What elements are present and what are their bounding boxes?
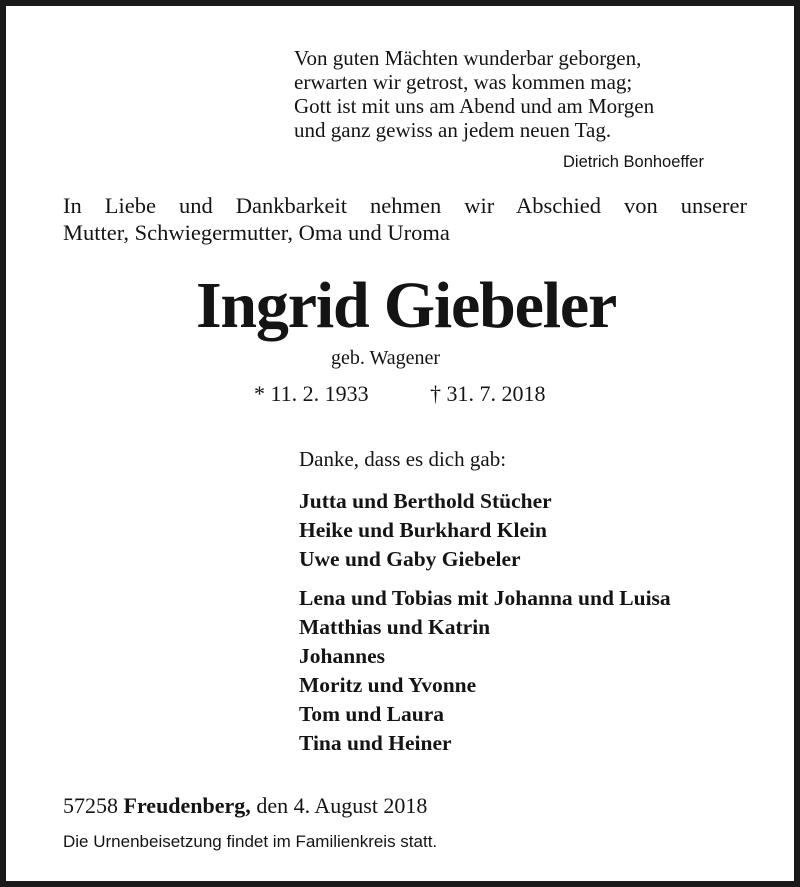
postcode: 57258 (63, 793, 118, 818)
poem (294, 46, 654, 142)
intro-line: In Liebe und Dankbarkeit nehmen wir Abschied von unserer (63, 193, 747, 218)
mourner-entry: Tina und Heiner (299, 731, 452, 755)
birth-date: * 11. 2. 1933 (254, 381, 369, 406)
city: Freudenberg, (123, 793, 251, 818)
burial-note: Die Urnenbeisetzung findet im Familienkreis statt. (63, 832, 438, 851)
date: den 4. August 2018 (256, 793, 428, 818)
maiden-name: geb. Wagener (331, 347, 441, 369)
mourner-entry: Heike und Burkhard Klein (299, 518, 547, 542)
poem-line: Gott ist mit uns am Abend und am Morgen (294, 94, 655, 118)
poem-line: Von guten Mächten wunderbar geborgen, (294, 46, 642, 70)
mourners-family (299, 487, 552, 574)
mourner-entry: Tom und Laura (299, 702, 444, 726)
mourner-entry: Moritz und Yvonne (299, 673, 477, 697)
mourners-grandchildren (299, 584, 671, 758)
mourner-entry: Johannes (299, 644, 386, 668)
poem-line: und ganz gewiss an jedem neuen Tag. (294, 118, 612, 142)
thanks-line: Danke, dass es dich gab: (299, 447, 507, 471)
mourner-entry: Jutta und Berthold Stücher (299, 489, 552, 513)
poem-line: erwarten wir getrost, was kommen mag; (294, 70, 633, 94)
deceased-name: Ingrid Giebeler (195, 269, 617, 342)
mourner-entry: Lena und Tobias mit Johanna und Luisa (299, 586, 671, 610)
death-date: † 31. 7. 2018 (430, 381, 546, 406)
mourner-entry: Matthias und Katrin (299, 615, 491, 639)
mourner-entry: Uwe und Gaby Giebeler (299, 547, 521, 571)
intro-text (63, 192, 747, 246)
intro-line: Mutter, Schwiegermutter, Oma und Uroma (63, 220, 450, 245)
poem-author: Dietrich Bonhoeffer (563, 153, 704, 171)
dateline (63, 792, 427, 820)
